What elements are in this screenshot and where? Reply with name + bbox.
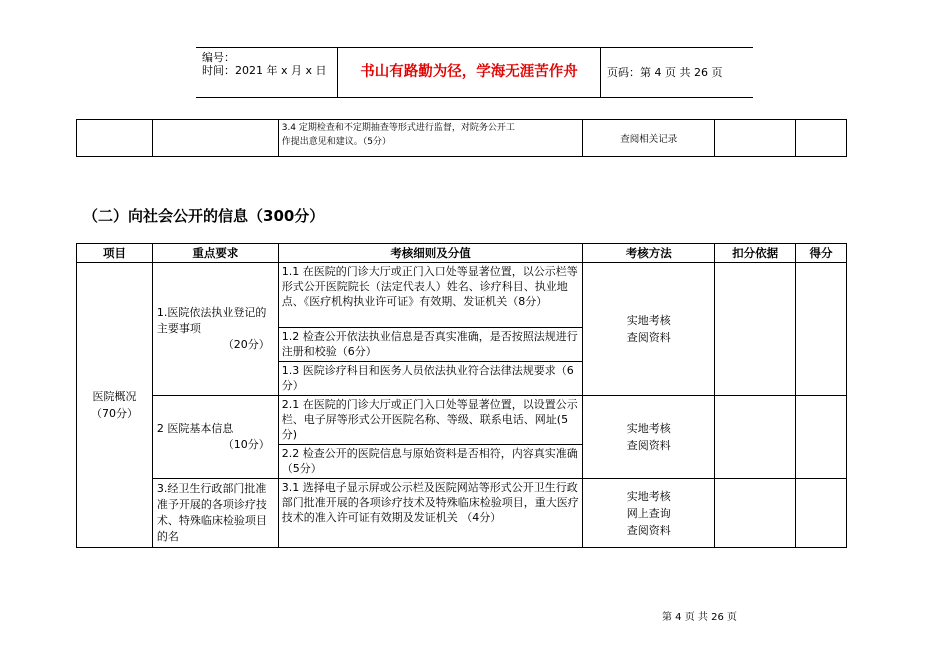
number-label: 编号： [202, 51, 235, 64]
col-header-method: 考核方法 [583, 244, 715, 263]
score-cell [796, 263, 847, 396]
category-cell [77, 263, 153, 548]
method-line: 实地考核 [626, 489, 671, 503]
col-header-item: 项目 [77, 244, 153, 263]
page-footer: 第 4 页 共 26 页 [662, 612, 737, 623]
col-header-deduction: 扣分依据 [715, 244, 796, 263]
header-motto: 书山有路勤为径，学海无涯苦作舟 [338, 48, 601, 97]
requirement-cell [152, 263, 278, 396]
score-cell [796, 479, 847, 548]
deduction-cell [715, 479, 796, 548]
time-label: 时间：2021 年 x 月 x 日 [202, 64, 327, 77]
detail-cell: 1.1 在医院的门诊大厅或正门入口处等显著位置，以公示栏等形式公开医院院长（法定代表人）姓名、诊疗科目、执业地点、《医疗机构执业许可证》有效期、发证机关（8分） [278, 263, 583, 328]
method-cell [583, 263, 715, 396]
header-page-code: 页码：第 4 页 共 26 页 [607, 66, 723, 79]
detail-line: 3.4 定期检查和不定期抽查等形式进行监督，对院务公开工 [281, 123, 515, 133]
col-header-detail: 考核细则及分值 [278, 244, 583, 263]
table-row [77, 263, 847, 328]
empty-cell [152, 120, 278, 157]
method-line: 实地考核 [626, 422, 671, 435]
method-cell: 查阅相关记录 [583, 120, 715, 157]
empty-cell [715, 120, 796, 157]
category-name: 医院概况 [92, 390, 137, 403]
table-row [77, 396, 847, 445]
requirement-cell [152, 396, 278, 479]
detail-cell: 2.1 在医院的门诊大厅或正门入口处等显著位置，以设置公示栏、电子屏等形式公开医院名称、等级、联系电话、网址(5分) [278, 396, 583, 445]
requirement-points: （10分） [222, 438, 270, 451]
method-line: 查阅资料 [626, 331, 671, 344]
method-cell [583, 479, 715, 548]
detail-cell: 2.2 检查公开的医院信息与原始资料是否相符，内容真实准确（5分） [278, 445, 583, 479]
table-row [77, 479, 847, 548]
requirement-text: 3.经卫生行政部门批准准予开展的各项诊疗技术、特殊临床检验项目的名 [156, 482, 267, 543]
requirement-text: 2 医院基本信息 [156, 422, 234, 435]
method-cell [583, 396, 715, 479]
method-line: 查阅资料 [626, 523, 671, 537]
method-line: 查阅资料 [626, 439, 671, 452]
empty-cell [796, 120, 847, 157]
table-row [77, 120, 847, 157]
detail-cell: 1.2 检查公开依法执业信息是否真实准确，是否按照法规进行注册和校验（6分） [278, 328, 583, 362]
table-header-row [77, 244, 847, 263]
empty-cell [77, 120, 153, 157]
requirement-text: 1.医院依法执业登记的主要事项 [156, 306, 267, 335]
header-meta [196, 48, 338, 97]
document-header [196, 47, 753, 98]
col-header-score: 得分 [796, 244, 847, 263]
score-cell [796, 396, 847, 479]
detail-cell: 3.1 选择电子显示屏或公示栏及医院网站等形式公开卫生行政部门批准开展的各项诊疗技术及特殊临床检验项目，重大医疗技术的准入许可证有效期及发证机关 （4分） [278, 479, 583, 548]
detail-cell: 1.3 医院诊疗科目和医务人员依法执业符合法律法规要求（6分） [278, 362, 583, 396]
detail-line: 作提出意见和建议。（5分） [281, 137, 391, 147]
deduction-cell [715, 396, 796, 479]
deduction-cell [715, 263, 796, 396]
col-header-requirement: 重点要求 [152, 244, 278, 263]
method-line: 实地考核 [626, 314, 671, 327]
detail-cell [278, 120, 583, 157]
category-points: （70分） [90, 407, 138, 420]
continued-table [76, 119, 847, 157]
method-line: 网上查询 [626, 506, 671, 520]
section-title: （二）向社会公开的信息（300分） [83, 207, 325, 225]
requirement-cell [152, 479, 278, 548]
requirement-points: （20分） [222, 338, 270, 351]
assessment-table [76, 243, 847, 548]
